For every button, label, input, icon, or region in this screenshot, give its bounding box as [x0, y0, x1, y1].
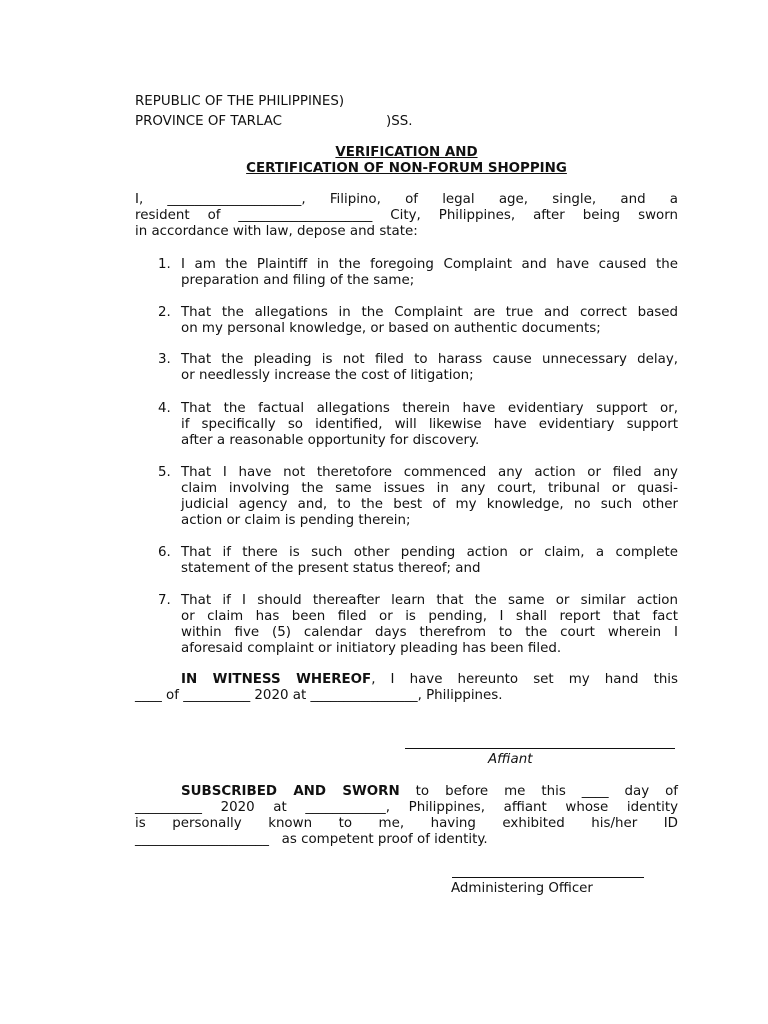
list-line: aforesaid complaint or initiatory pleading has been filed. — [181, 641, 562, 656]
subscribed-line-1 — [135, 784, 678, 800]
witness-rest: , I have hereunto set my hand this — [371, 672, 678, 687]
list-number: 5. — [158, 465, 171, 480]
officer-label: Administering Officer — [451, 881, 593, 896]
witness-lead: IN WITNESS WHEREOF — [181, 672, 372, 687]
list-number: 2. — [158, 305, 171, 320]
subscribed-paragraph — [135, 784, 678, 848]
list-number: 6. — [158, 545, 171, 560]
intro-paragraph — [135, 192, 678, 240]
subscribed-line-4: ____________________ as competent proof of identity. — [135, 832, 488, 847]
list-number: 3. — [158, 352, 171, 367]
list-line: judicial agency and, to the best of my knowledge, no such other — [181, 497, 678, 512]
list-line: That if I should thereafter learn that the same or similar action — [181, 593, 678, 608]
witness-line-2: ____ of __________ 2020 at ________________, Philippines. — [135, 688, 503, 703]
list-number: 4. — [158, 401, 171, 416]
header-republic: REPUBLIC OF THE PHILIPPINES) — [135, 94, 345, 109]
list-number: 7. — [158, 593, 171, 608]
title-line-1: VERIFICATION AND — [335, 145, 478, 160]
list-line: on my personal knowledge, or based on authentic documents; — [181, 321, 601, 336]
intro-line-2: resident of ____________________ City, Philippines, after being sworn — [135, 208, 678, 223]
header-ss: )SS. — [386, 114, 413, 129]
list-line: preparation and filing of the same; — [181, 273, 415, 288]
list-line: if specifically so identified, will likewise have evidentiary support — [181, 417, 678, 432]
affiant-label: Affiant — [488, 752, 533, 767]
subscribed-lead: SUBSCRIBED AND SWORN — [181, 784, 400, 799]
list-number: 1. — [158, 257, 171, 272]
list-line: That the allegations in the Complaint are true and correct based — [181, 305, 678, 320]
intro-line-1: I, ____________________, Filipino, of legal age, single, and a — [135, 192, 678, 207]
subscribed-line-3: is personally known to me, having exhibited his/her ID — [135, 816, 678, 831]
list-line: That the factual allegations therein have evidentiary support or, — [181, 401, 678, 416]
list-line: or needlessly increase the cost of litigation; — [181, 368, 474, 383]
list-line: statement of the present status thereof; and — [181, 561, 481, 576]
list-line: within five (5) calendar days therefrom to the court wherein I — [181, 625, 678, 640]
affiant-signature-line — [405, 748, 675, 749]
header-province: PROVINCE OF TARLAC — [135, 114, 283, 129]
list-line: claim involving the same issues in any court, tribunal or quasi- — [181, 481, 678, 496]
subscribed-line-2: __________ 2020 at ____________, Philippines, affiant whose identity — [135, 800, 678, 815]
intro-line-3: in accordance with law, depose and state: — [135, 224, 418, 239]
officer-signature-line — [452, 877, 644, 878]
list-line: That the pleading is not filed to harass cause unnecessary delay, — [181, 352, 678, 367]
list-line: I am the Plaintiff in the foregoing Complaint and have caused the — [181, 257, 678, 272]
list-line: That I have not theretofore commenced any action or filed any — [181, 465, 678, 480]
list-line: after a reasonable opportunity for discovery. — [181, 433, 480, 448]
title-line-2: CERTIFICATION OF NON-FORUM SHOPPING — [246, 161, 567, 176]
list-line: action or claim is pending therein; — [181, 513, 411, 528]
witness-paragraph — [135, 672, 678, 704]
witness-line-1 — [135, 672, 678, 688]
subscribed-rest: to before me this ____ day of — [399, 784, 678, 799]
list-line: or claim has been filed or is pending, I shall report that fact — [181, 609, 678, 624]
list-line: That if there is such other pending action or claim, a complete — [181, 545, 678, 560]
